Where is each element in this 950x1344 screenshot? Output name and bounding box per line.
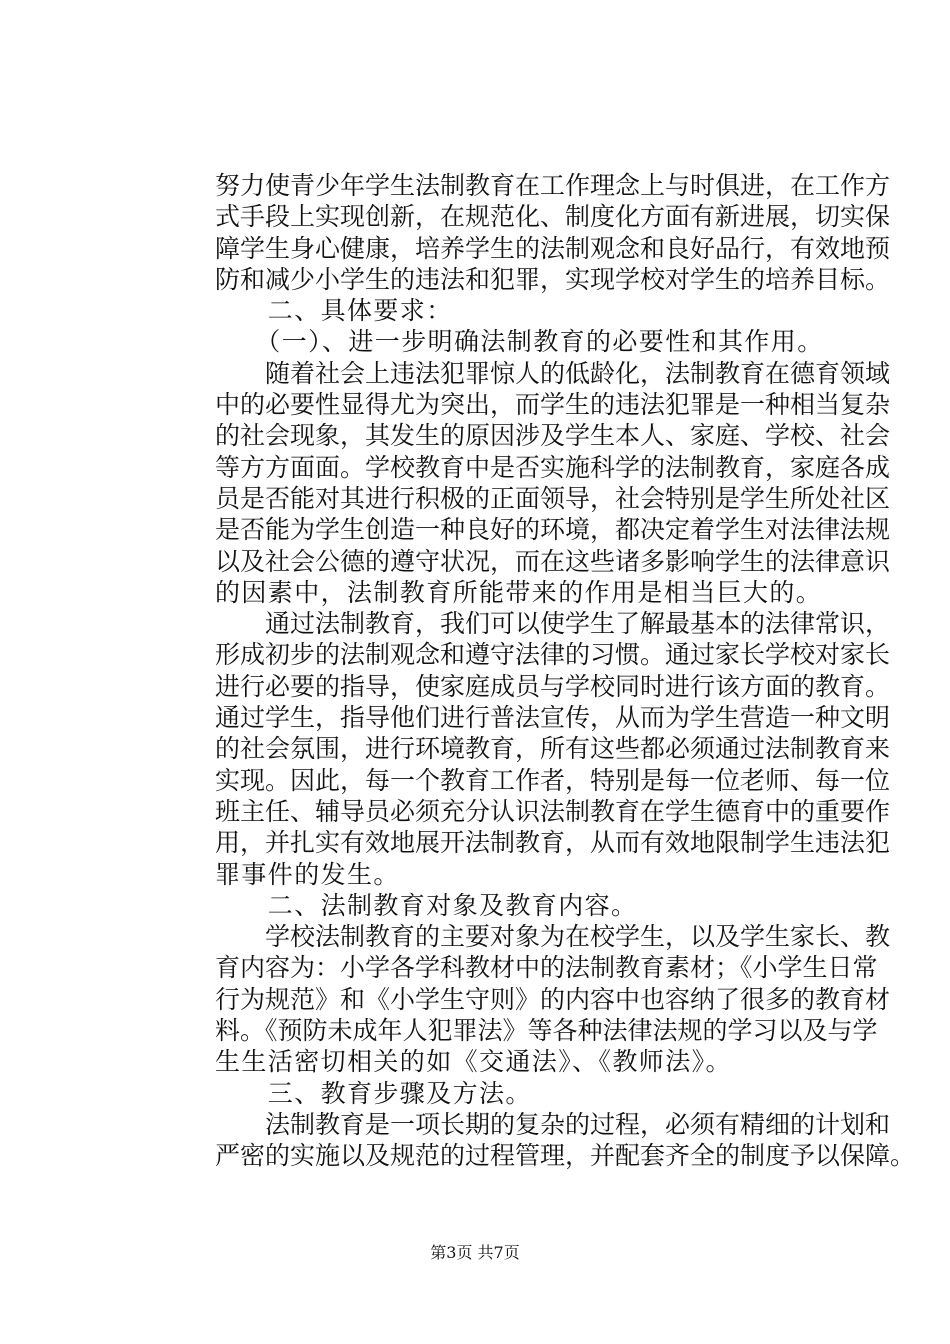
text-line: 通过法制教育，我们可以使学生了解最基本的法律常识， — [215, 609, 891, 639]
page-footer: 第3页 共7页 — [430, 1243, 520, 1262]
text-line: 严密的实施以及规范的过程管理，并配套齐全的制度予以保障。 — [215, 1141, 916, 1171]
text-line: 学校法制教育的主要对象为在校学生，以及学生家长、教 — [215, 922, 891, 952]
document-body — [215, 170, 916, 1172]
text-line: 二、具体要求： — [215, 296, 453, 326]
text-line: （一）、进一步明确法制教育的必要性和其作用。 — [215, 327, 824, 357]
text-line: 式手段上实现创新，在规范化、制度化方面有新进展，切实保 — [215, 202, 891, 232]
text-line: 用，并扎实有效地展开法制教育，从而有效地限制学生违法犯 — [215, 828, 891, 858]
text-line: 努力使青少年学生法制教育在工作理念上与时俱进，在工作方 — [215, 171, 891, 200]
text-line: 形成初步的法制观念和遵守法律的习惯。通过家长学校对家长 — [215, 640, 891, 670]
text-line: 法制教育是一项长期的复杂的过程，必须有精细的计划和 — [215, 1109, 891, 1139]
text-line: 的社会氛围，进行环境教育，所有这些都必须通过法制教育来 — [215, 734, 891, 764]
text-line: 障学生身心健康，培养学生的法制观念和良好品行，有效地预 — [215, 233, 891, 263]
text-line: 是否能为学生创造一种良好的环境，都决定着学生对法律法规 — [215, 515, 891, 545]
text-line: 育内容为：小学各学科教材中的法制教育素材；《小学生日常 — [215, 953, 878, 983]
text-line: 以及社会公德的遵守状况，而在这些诸多影响学生的法律意识 — [215, 546, 891, 576]
text-line: 等方方面面。学校教育中是否实施科学的法制教育，家庭各成 — [215, 452, 891, 482]
text-line: 二、法制教育对象及教育内容。 — [215, 890, 638, 920]
text-line: 通过学生，指导他们进行普法宣传，从而为学生营造一种文明 — [215, 703, 891, 733]
text-line: 班主任、辅导员必须充分认识法制教育在学生德育中的重要作 — [215, 796, 891, 826]
text-line: 生生活密切相关的如《交通法》、《教师法》。 — [215, 1047, 732, 1077]
text-line: 罪事件的发生。 — [215, 859, 400, 889]
text-line: 行为规范》和《小学生守则》的内容中也容纳了很多的教育材 — [215, 984, 891, 1014]
text-line: 三、教育步骤及方法。 — [215, 1078, 532, 1108]
text-line: 防和减少小学生的违法和犯罪，实现学校对学生的培养目标。 — [215, 264, 891, 294]
text-line: 员是否能对其进行积极的正面领导，社会特别是学生所处社区 — [215, 483, 891, 513]
text-line: 料。《预防未成年人犯罪法》等各种法律法规的学习以及与学 — [215, 1016, 878, 1046]
text-line: 随着社会上违法犯罪惊人的低龄化，法制教育在德育领域 — [215, 358, 891, 388]
text-line: 的因素中，法制教育所能带来的作用是相当巨大的。 — [215, 577, 823, 607]
text-line: 进行必要的指导，使家庭成员与学校同时进行该方面的教育。 — [215, 671, 891, 701]
text-line: 的社会现象，其发生的原因涉及学生本人、家庭、学校、社会 — [215, 421, 891, 451]
text-line: 中的必要性显得尤为突出，而学生的违法犯罪是一种相当复杂 — [215, 390, 891, 420]
text-line: 实现。因此，每一个教育工作者，特别是每一位老师、每一位 — [215, 765, 891, 795]
